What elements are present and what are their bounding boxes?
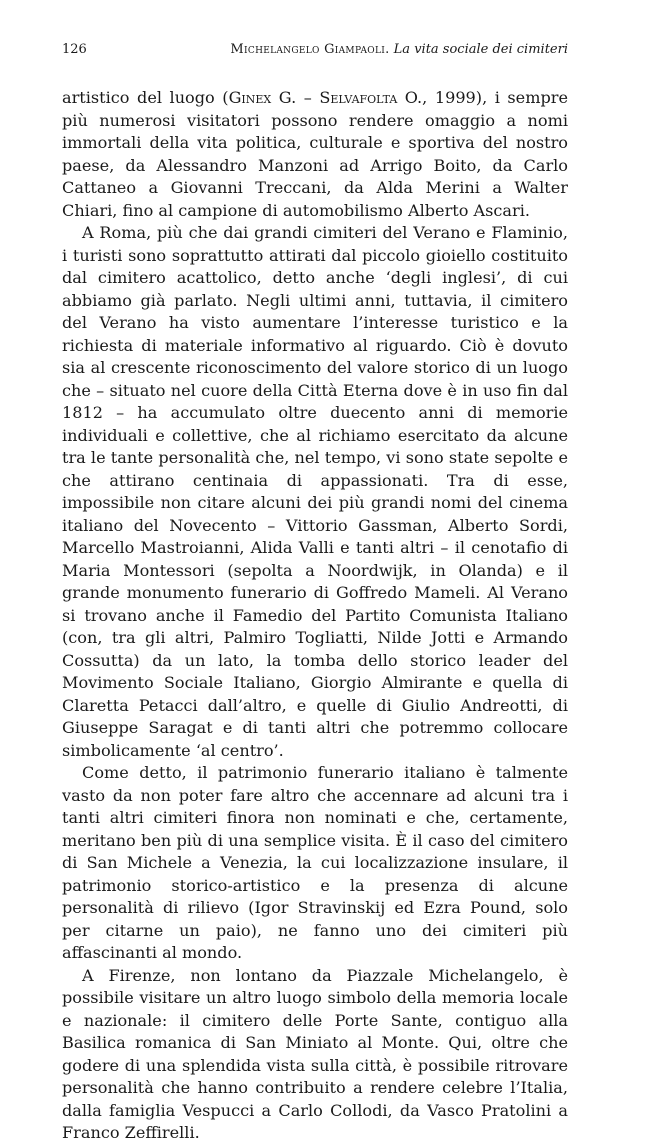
paragraph-2: A Roma, più che dai grandi cimiteri del Verano e Flaminio, i turisti sono soprattutto attirati dal piccolo gioiello costituito dal cimitero acattolico, detto anche ‘degli inglesi’, di cui abbiamo già parlato. Negli ultimi anni, tuttavia, il cimitero del Verano ha visto aumentare l’interesse turistico e la richiesta di materiale informativo al riguardo. Ciò è dovuto sia al crescente riconoscimento del valore storico di un luogo che – situato nel cuore della Città Eterna dove è in uso fin dal 1812 – ha accumulato oltre duecento anni di memorie individuali e collettive, che al richiamo esercitato da alcune tra le tante personalità che, nel tempo, vi sono state sepolte e che attirano centinaia di appassionati. Tra di esse, impossibile non citare alcuni dei più grandi nomi del cinema italiano del Novecento – Vittorio Gassman, Alberto Sordi, Marcello Mastroianni, Alida Valli e tanti altri – il cenotafio di Maria Montessori (sepolta a Noordwijk, in Olanda) e il grande monumento funerario di Goffredo Mameli. Al Verano si trovano anche il Famedio del Partito Comunista Italiano (con, tra gli altri, Palmiro Togliatti, Nilde Jotti e Armando Cossutta) da un lato, la tomba dello storico leader del Movimento Sociale Italiano, Giorgio Almirante e quella di Claretta Petacci dall’altro, e quelle di Giulio Andreotti, di Giuseppe Saragat e di tanti altri che potremmo collocare simbolicamente ‘al centro’. [62, 223, 568, 760]
running-head [62, 40, 568, 60]
paragraph-1-mid: G. – [271, 88, 320, 107]
citation-author-ginex: Ginex [228, 88, 272, 107]
running-author: Michelangelo Giampaoli. [230, 42, 390, 57]
paragraph-4: A Firenze, non lontano da Piazzale Michelangelo, è possibile visitare un altro luogo simbolo della memoria locale e nazionale: il cimitero delle Porte Sante, contiguo alla Basilica romanica di San Miniato al Monte. Qui, oltre che godere di una splendida vista sulla città, è possibile ritrovare personalità che hanno contribuito a rendere celebre l’Italia, dalla famiglia Vespucci a Carlo Collodi, da Vasco Pratolini a Franco Zeffirelli. [62, 965, 568, 1142]
paragraph-1-lead: artistico del luogo ( [62, 88, 229, 107]
page-number: 126 [62, 42, 87, 57]
paragraph-3: Come detto, il patrimonio funerario italiano è talmente vasto da non poter fare altro che accennare ad alcuni tra i tanti altri cimiteri finora non nominati e che, certamente, meritano ben più di una semplice visita. È il caso del cimitero di San Michele a Venezia, la cui localizzazione insulare, il patrimonio storico-artistico e la presenza di alcune personalità di rilievo (Igor Stravinskij ed Ezra Pound, solo per citarne un paio), ne fanno uno dei cimiteri più affascinanti al mondo. [62, 763, 568, 962]
paragraph-1-rest: O., 1999), i sempre più numerosi visitatori possono rendere omaggio a nomi immortali della vita politica, culturale e sportiva del nostro paese, da Alessandro Manzoni ad Arrigo Boito, da Carlo Cattaneo a Giovanni Treccani, da Alda Merini a Walter Chiari, fino al campione di automobilismo Alberto Ascari. [62, 88, 568, 220]
citation-author-selvafolta: Selvafolta [319, 88, 398, 107]
paragraph-1 [62, 87, 568, 222]
running-work-title: La vita sociale dei cimiteri [393, 42, 568, 57]
running-title [230, 40, 568, 60]
body-text [62, 87, 568, 1145]
